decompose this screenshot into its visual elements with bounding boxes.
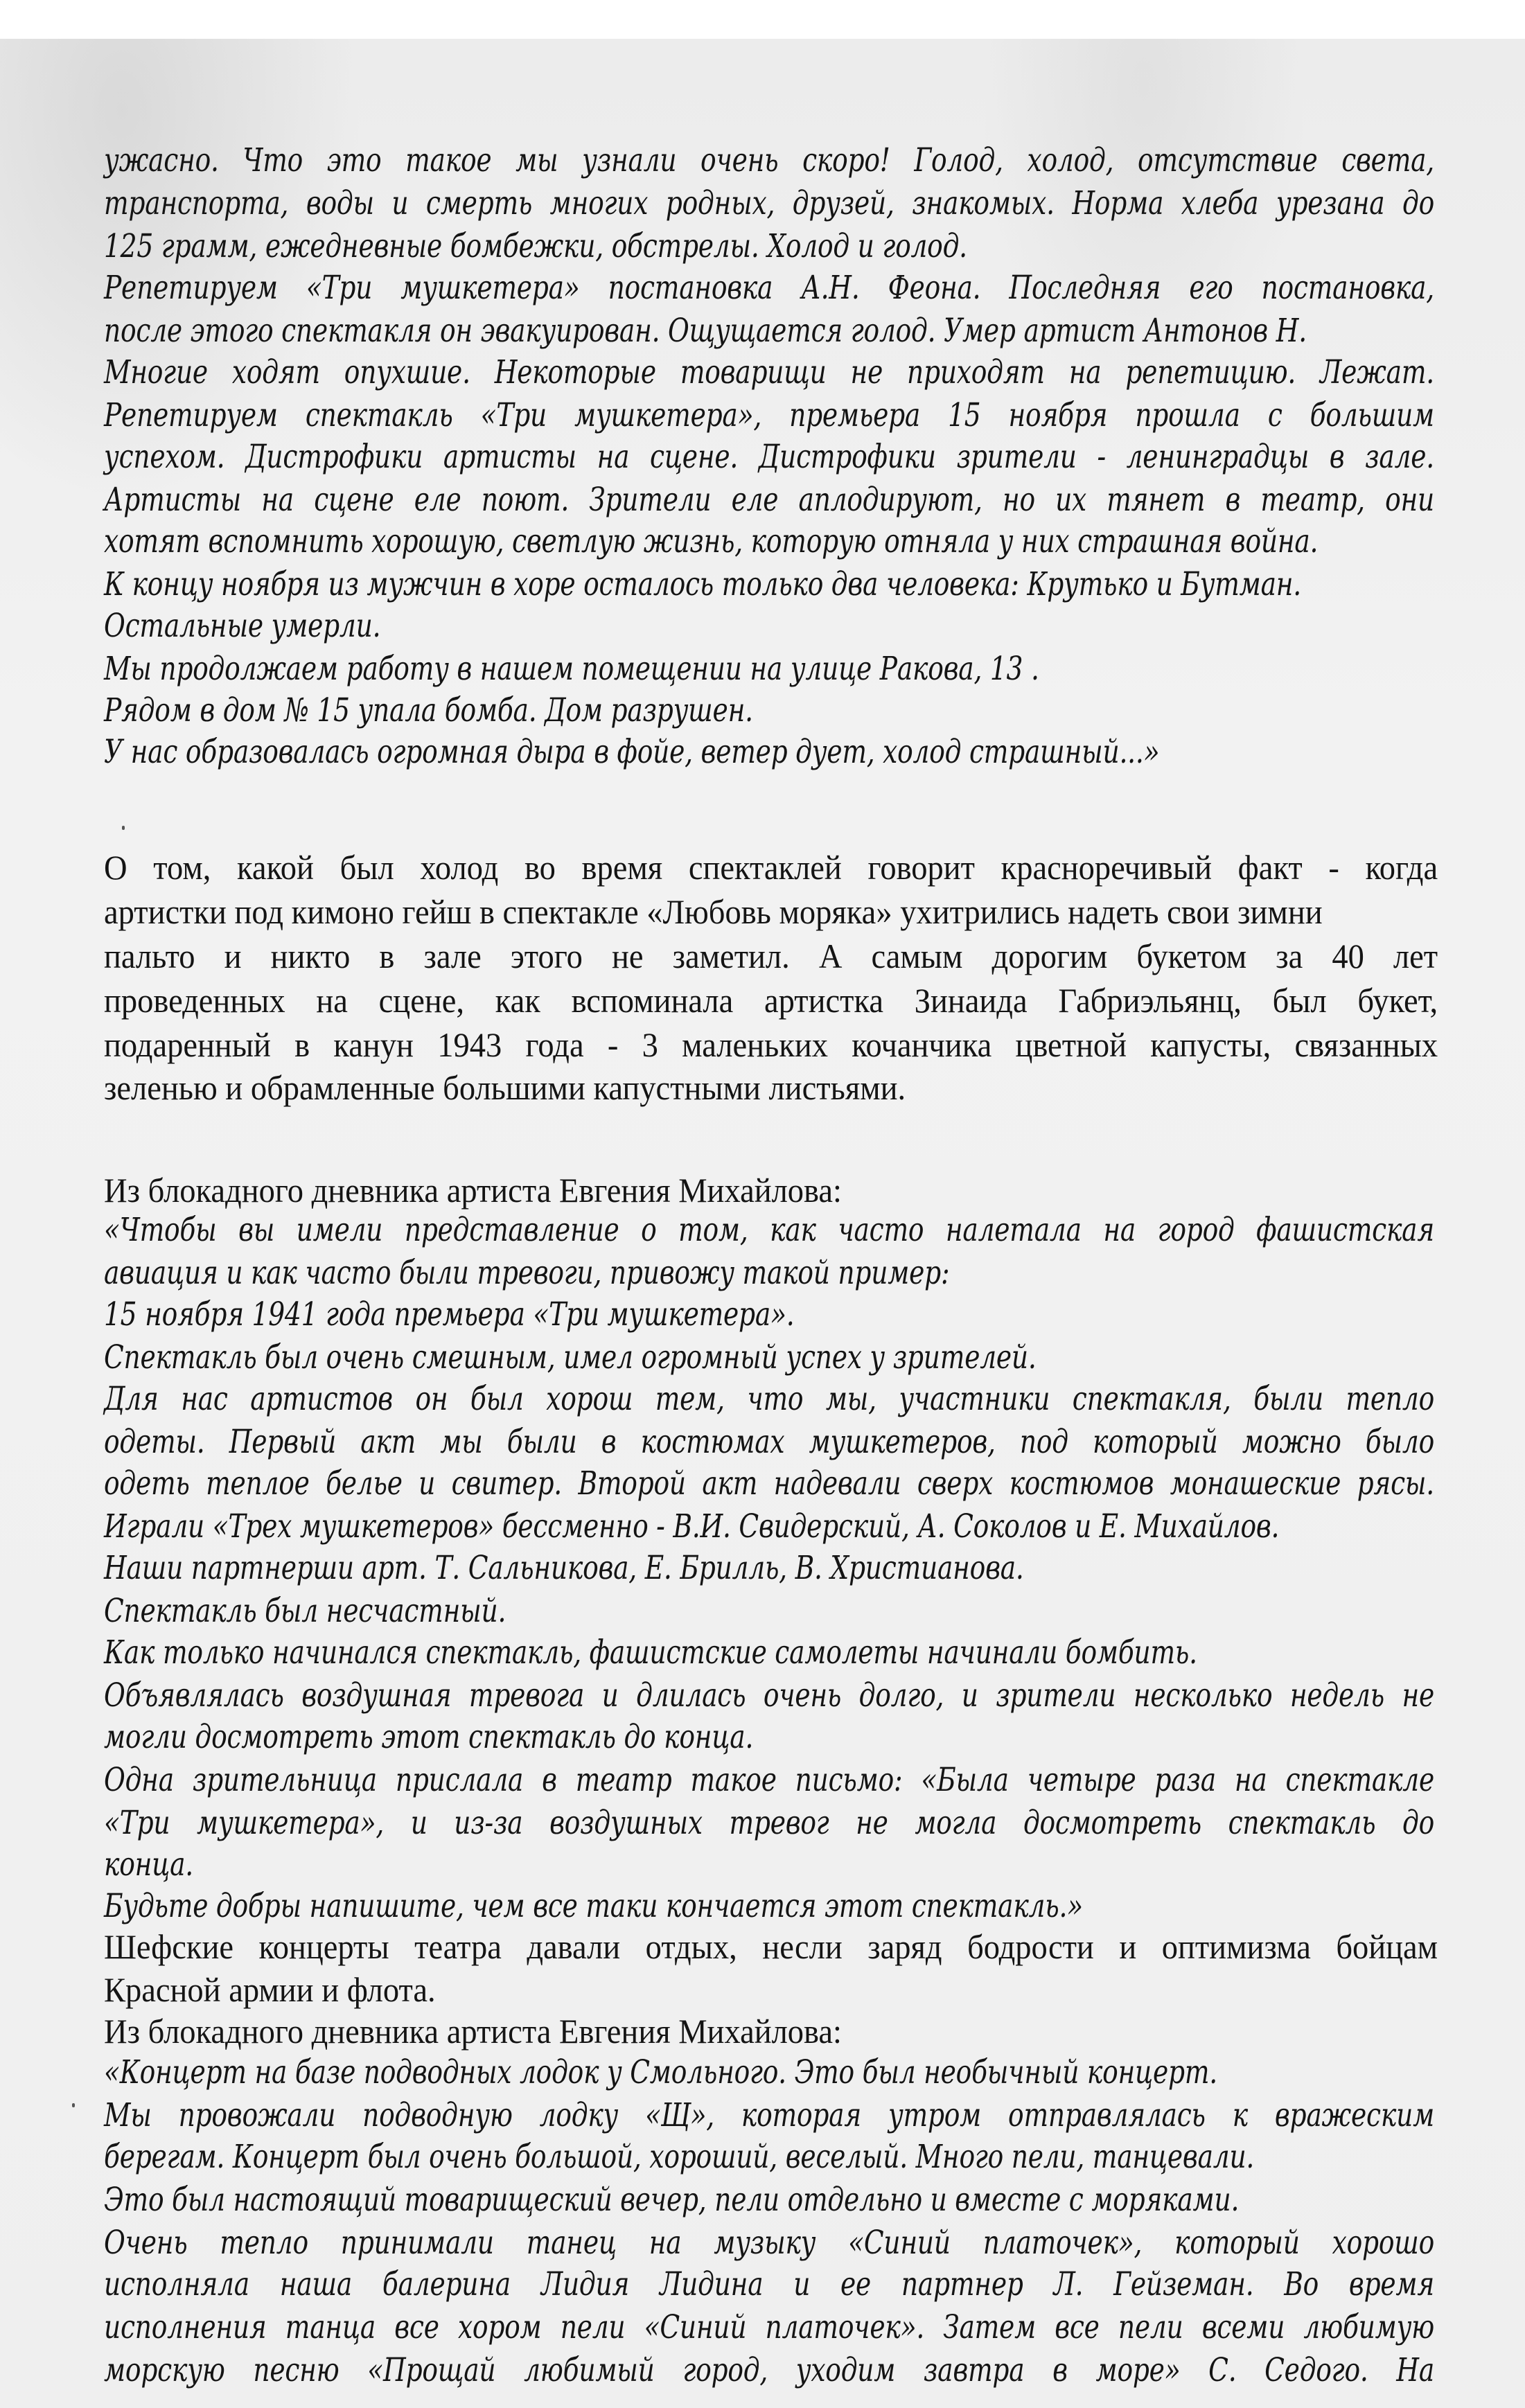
text-line: зеленью и обрамленные большими капустными листьями. (104, 1068, 906, 1107)
text-line: «Чтобы вы имели представление о том, как часто налетала на город фашистская (104, 1211, 1434, 1249)
text-line: ужасно. Что это такое мы узнали очень скоро! Голод, холод, отсутствие света, (104, 141, 1434, 179)
text-line: Объявлялась воздушная тревога и длилась очень долго, и зрители несколько недель не (104, 1676, 1434, 1715)
text-line: Для нас артистов он был хорош тем, что мы, участники спектакля, были тепло (104, 1380, 1434, 1418)
text-line: Очень тепло принимали танец на музыку «Синий платочек», который хорошо (104, 2224, 1434, 2262)
diary-intro-heading: Из блокадного дневника артиста Евгения Михайлова: (104, 1171, 842, 1210)
text-line: одеть теплое белье и свитер. Второй акт надевали сверх костюмов монашеские рясы. (104, 1464, 1434, 1503)
text-line: Спектакль был несчастный. (104, 1592, 506, 1630)
scan-speck (122, 826, 125, 830)
text-line: Будьте добры напишите, чем все таки кончается этот спектакль.» (104, 1887, 1083, 1925)
text-line: У нас образовалась огромная дыра в фойе, ветер дует, холод страшный...» (104, 733, 1160, 771)
text-line: конца. (104, 1845, 194, 1884)
text-line: Шефские концерты театра давали отдых, несли заряд бодрости и оптимизма бойцам (104, 1927, 1438, 1966)
text-line: авиация и как часто были тревоги, привожу такой пример: (104, 1254, 950, 1292)
scanner-white-border (0, 0, 1525, 39)
text-line: Мы провожали подводную лодку «Щ», которая утром отправлялась к вражеским (104, 2096, 1434, 2134)
text-line: успехом. Дистрофики артисты на сцене. Дистрофики зрители - ленинградцы в зале. (104, 438, 1434, 476)
text-line: Репетируем спектакль «Три мушкетера», премьера 15 ноября прошла с большим (104, 396, 1434, 434)
text-line: Играли «Трех мушкетеров» бессменно - В.И. Свидерский, А. Соколов и Е. Михайлов. (104, 1507, 1280, 1546)
text-line: Это был настоящий товарищеский вечер, пели отдельно и вместе с моряками. (104, 2181, 1240, 2219)
text-line: могли досмотреть этот спектакль до конца. (104, 1718, 754, 1756)
text-line: Как только начинался спектакль, фашистские самолеты начинали бомбить. (104, 1634, 1197, 1672)
text-line: одеты. Первый акт мы были в костюмах мушкетеров, под который можно было (104, 1423, 1434, 1461)
text-line: Остальные умерли. (104, 607, 381, 645)
text-line: проведенных на сцене, как вспоминала артистка Зинаида Габриэльянц, был букет, (104, 981, 1438, 1020)
text-line: Репетируем «Три мушкетера» постановка А.Н. Феона. Последняя его постановка, (104, 269, 1434, 307)
text-line: после этого спектакля он эвакуирован. Ощущается голод. Умер артист Антонов Н. (104, 312, 1307, 350)
text-line: Спектакль был очень смешным, имел огромный успех у зрителей. (104, 1338, 1037, 1376)
text-line: О том, какой был холод во время спектаклей говорит красноречивый факт - когда (104, 848, 1438, 887)
text-line: исполнения танца все хором пели «Синий платочек». Затем все пели всеми любимую (104, 2308, 1434, 2346)
text-line: берегам. Концерт был очень большой, хороший, веселый. Много пели, танцевали. (104, 2138, 1255, 2176)
text-line: подаренный в канун 1943 года - 3 маленьких кочанчика цветной капусты, связанных (104, 1025, 1438, 1064)
text-line: К концу ноября из мужчин в хоре осталось только два человека: Крутько и Бутман. (104, 565, 1302, 603)
text-line: Наши партнерши арт. Т. Сальникова, Е. Брилль, В. Христианова. (104, 1549, 1024, 1587)
text-line: Мы продолжаем работу в нашем помещении на улице Ракова, 13 . (104, 650, 1039, 688)
scan-speck (72, 2103, 75, 2107)
text-line: морскую песню «Прощай любимый город, уходим завтра в море» С. Седого. На (104, 2351, 1434, 2389)
text-line: Артисты на сцене еле поют. Зрители еле аплодируют, но их тянет в театр, они (104, 481, 1434, 519)
text-line: исполняла наша балерина Лидия Лидина и ее партнер Л. Гейземан. Во время (104, 2265, 1434, 2303)
text-line: Красной армии и флота. (104, 1970, 436, 2009)
text-line: хотят вспомнить хорошую, светлую жизнь, которую отняла у них страшная война. (104, 522, 1319, 560)
text-line: Одна зрительница прислала в театр такое письмо: «Была четыре раза на спектакле (104, 1761, 1434, 1799)
text-line: Рядом в дом № 15 упала бомба. Дом разрушен. (104, 691, 753, 729)
scanned-document-page (0, 39, 1525, 2408)
text-line: пальто и никто в зале этого не заметил. А самым дорогим букетом за 40 лет (104, 937, 1438, 975)
text-line: «Концерт на базе подводных лодок у Смольного. Это был необычный концерт. (104, 2053, 1218, 2091)
text-line: артистки под кимоно гейш в спектакле «Любовь моряка» ухитрились надеть свои зимни (104, 892, 1323, 931)
text-line: транспорта, воды и смерть многих родных, друзей, знакомых. Норма хлеба урезана до (104, 184, 1434, 222)
diary-intro-heading: Из блокадного дневника артиста Евгения Михайлова: (104, 2012, 842, 2051)
text-line: 15 ноября 1941 года премьера «Три мушкетера». (104, 1295, 795, 1334)
text-line: Многие ходят опухшие. Некоторые товарищи не приходят на репетицию. Лежат. (104, 353, 1434, 391)
text-line: «Три мушкетера», и из-за воздушных тревог не могла досмотреть спектакль до (104, 1804, 1434, 1842)
text-line: 125 грамм, ежедневные бомбежки, обстрелы. Холод и голод. (104, 227, 967, 265)
